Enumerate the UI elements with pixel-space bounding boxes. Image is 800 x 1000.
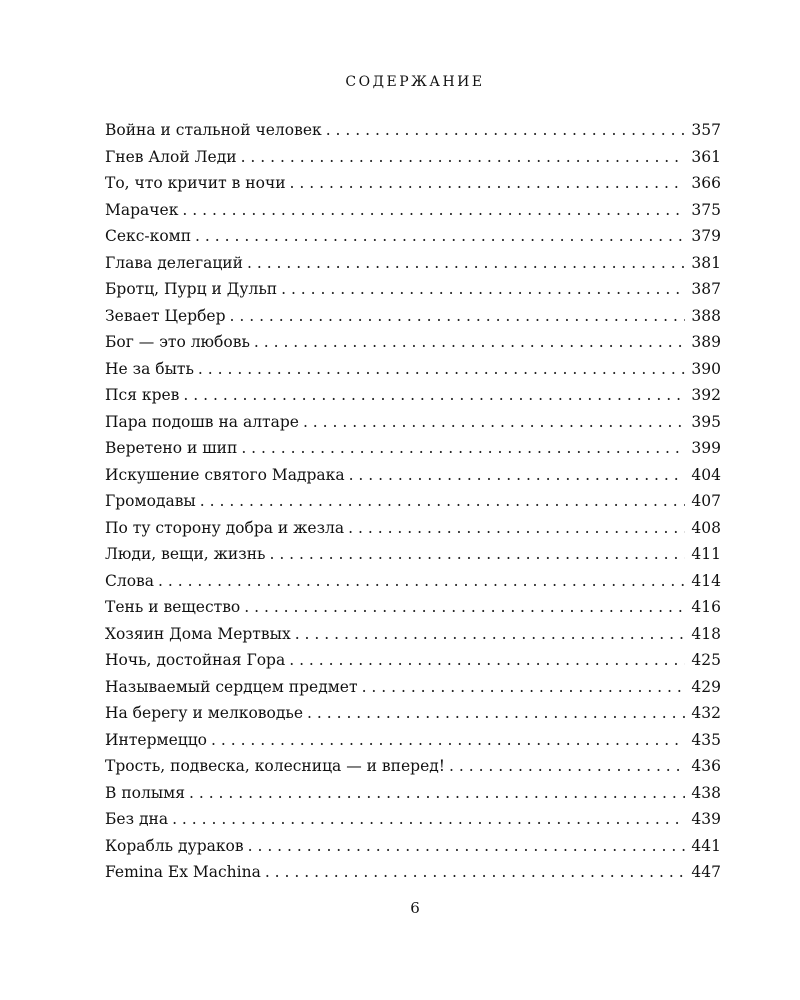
toc-entry [105, 700, 721, 727]
toc-entry-page: 395 [691, 412, 721, 431]
toc-entry [105, 515, 721, 542]
toc-entry-page: 390 [691, 359, 721, 378]
toc-entry-title: Бог — это любовь [105, 333, 250, 351]
toc-entry-title: Без дна [105, 810, 169, 828]
toc-entry [105, 276, 721, 303]
toc-entry-title: Называемый сердцем предмет [105, 677, 358, 696]
toc-dot-leader [241, 144, 686, 171]
toc-entry-page: 432 [691, 704, 721, 722]
toc-dot-leader [303, 409, 685, 436]
toc-entry [105, 488, 721, 515]
toc-entry-page: 392 [691, 386, 721, 404]
toc-entry-page: 436 [691, 757, 721, 775]
toc-entry [105, 462, 721, 489]
page-number: 6 [410, 899, 420, 917]
toc-entry-title: Веретено и шип [105, 439, 238, 457]
toc-dot-leader [230, 303, 686, 330]
toc-entry [105, 144, 721, 171]
toc-dot-leader [211, 727, 685, 754]
toc-dot-leader [198, 356, 685, 383]
toc-entry [105, 594, 721, 621]
toc-entry-page: 357 [691, 121, 721, 139]
toc-entry-title: Пара подошв на алтаре [105, 412, 299, 431]
toc-dot-leader [247, 250, 685, 277]
toc-entry-page: 425 [691, 651, 721, 669]
toc-entry-title: Хозяин Дома Мертвых [105, 624, 291, 643]
toc-entry [105, 541, 721, 568]
toc-dot-leader [269, 541, 685, 568]
toc-entry [105, 356, 721, 383]
toc-entry [105, 223, 721, 250]
toc-dot-leader [349, 462, 686, 489]
toc-dot-leader [244, 594, 685, 621]
toc-entry-page: 438 [691, 783, 721, 802]
toc-entry-title: Громодавы [105, 492, 196, 510]
toc-dot-leader [200, 488, 686, 515]
toc-dot-leader [281, 276, 685, 303]
toc-dot-leader [254, 329, 686, 356]
toc-entry-title: Корабль дураков [105, 836, 244, 855]
toc-dot-leader [289, 647, 685, 674]
toc-entry-page: 408 [691, 518, 721, 537]
toc-dot-leader [195, 223, 685, 250]
toc-entry [105, 753, 721, 780]
toc-dot-leader [362, 674, 686, 701]
toc-entry-page: 379 [691, 227, 721, 245]
toc-entry [105, 568, 721, 595]
toc-entry-title: Люди, вещи, жизнь [105, 545, 266, 563]
toc-entry-page: 381 [691, 253, 721, 272]
toc-entry-page: 387 [691, 280, 721, 298]
toc-entry-page: 404 [691, 465, 721, 484]
toc-dot-leader [326, 117, 686, 144]
toc-entry-title: Бротц, Пурц и Дульп [105, 280, 278, 298]
toc-entry-title: Гнев Алой Леди [105, 147, 237, 166]
toc-entry [105, 833, 721, 860]
toc-entry-title: В полымя [105, 783, 185, 802]
toc-entry-page: 447 [691, 863, 721, 881]
toc-entry [105, 780, 721, 807]
toc-entry-title: Ночь, достойная Гора [105, 651, 286, 669]
toc-entry-title: Тень и вещество [105, 598, 241, 616]
toc-entry [105, 435, 721, 462]
toc-entry-page: 388 [691, 306, 721, 325]
toc-entry [105, 806, 721, 833]
toc-entry [105, 197, 721, 224]
toc-dot-leader [248, 833, 686, 860]
toc-entry [105, 250, 721, 277]
toc-entry-title: На берегу и мелководье [105, 704, 304, 722]
toc-entry [105, 647, 721, 674]
toc-entry-page: 399 [691, 439, 721, 457]
toc-dot-leader [290, 170, 686, 197]
toc-entry-title: Трость, подвеска, колесница — и вперед! [105, 757, 446, 775]
toc-entry-page: 439 [691, 810, 721, 828]
toc-entry [105, 170, 721, 197]
toc-entry-page: 366 [691, 174, 721, 192]
toc-entry-title: Не за быть [105, 359, 194, 378]
toc-dot-leader [348, 515, 685, 542]
toc-dot-leader [183, 382, 685, 409]
toc-dot-leader [158, 568, 685, 595]
toc-entry [105, 382, 721, 409]
toc-entry [105, 329, 721, 356]
toc-entry-title: Пся крев [105, 386, 180, 404]
toc-entry [105, 674, 721, 701]
toc-entry-title: Зевает Цербер [105, 306, 226, 325]
toc-dot-leader [295, 621, 686, 648]
toc-dot-leader [241, 435, 685, 462]
toc-entry-title: Глава делегаций [105, 253, 243, 272]
toc-entry-page: 375 [691, 200, 721, 219]
toc-dot-leader [182, 197, 685, 224]
toc-dot-leader [189, 780, 685, 807]
toc-entry-page: 389 [691, 333, 721, 351]
table-of-contents [105, 117, 721, 886]
toc-entry-page: 441 [691, 836, 721, 855]
toc-dot-leader [172, 806, 685, 833]
toc-entry-page: 418 [691, 624, 721, 643]
toc-entry-page: 407 [691, 492, 721, 510]
toc-entry-page: 361 [691, 147, 721, 166]
toc-dot-leader [449, 753, 685, 780]
page-title: СОДЕРЖАНИЕ [345, 74, 485, 90]
toc-entry-title: То, что кричит в ночи [105, 174, 286, 192]
toc-dot-leader [265, 859, 686, 886]
toc-dot-leader [307, 700, 685, 727]
toc-entry-title: Femina Ex Machina [105, 863, 261, 881]
toc-entry [105, 117, 721, 144]
toc-entry-title: Искушение святого Мадрака [105, 465, 345, 484]
toc-entry [105, 727, 721, 754]
toc-entry [105, 409, 721, 436]
toc-entry-title: Интермеццо [105, 730, 208, 749]
toc-entry [105, 621, 721, 648]
toc-entry-title: Слова [105, 571, 155, 590]
toc-entry-title: Марачек [105, 200, 179, 219]
toc-entry-title: По ту сторону добра и жезла [105, 518, 345, 537]
toc-entry-page: 416 [691, 598, 721, 616]
toc-entry [105, 859, 721, 886]
toc-entry [105, 303, 721, 330]
toc-entry-title: Секс-комп [105, 227, 192, 245]
toc-entry-page: 429 [691, 677, 721, 696]
toc-entry-page: 435 [691, 730, 721, 749]
toc-entry-page: 414 [691, 571, 721, 590]
toc-entry-page: 411 [691, 545, 721, 563]
toc-entry-title: Война и стальной человек [105, 121, 322, 139]
